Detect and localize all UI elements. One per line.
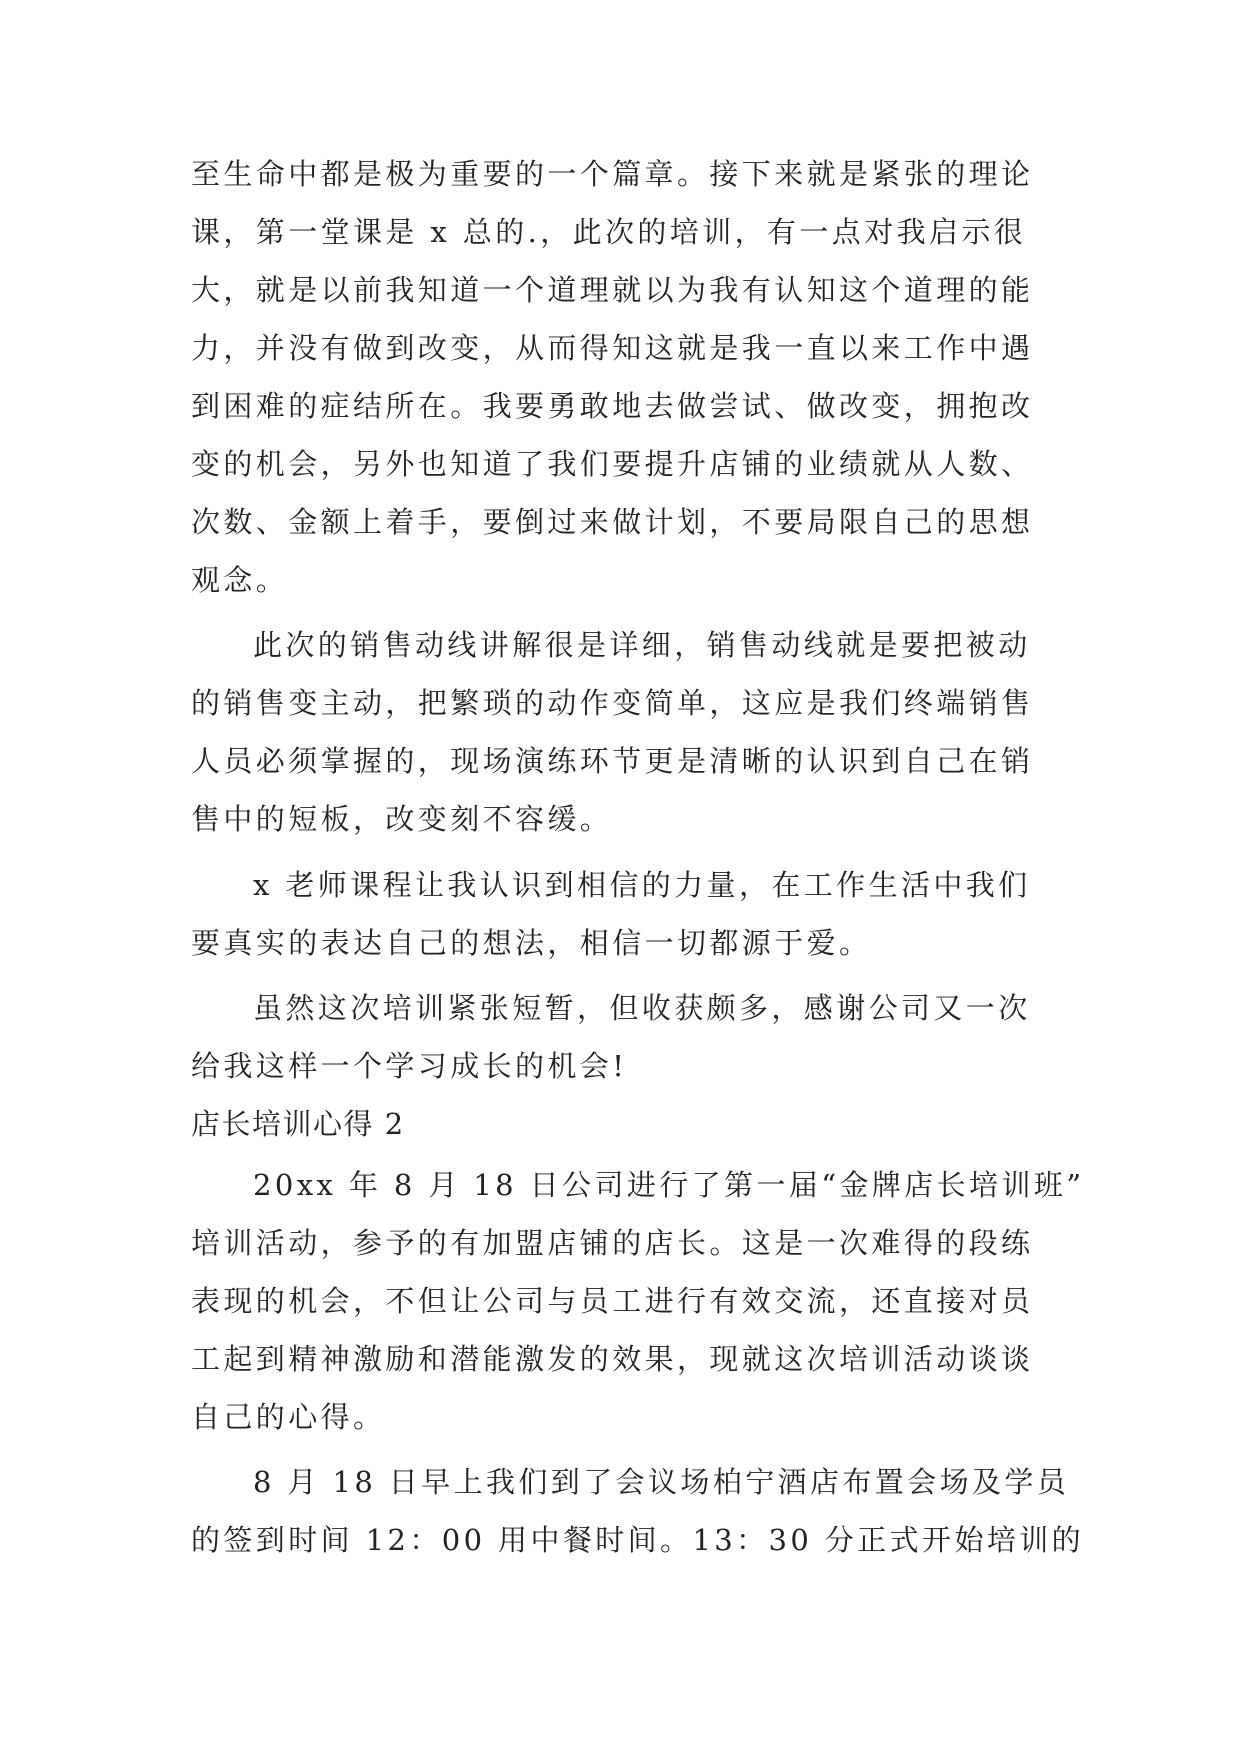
text-line: 20xx 年 8 月 18 日公司进行了第一届“金牌店长培训班” <box>253 1168 1085 1202</box>
text-line: 此次的销售动线讲解很是详细，销售动线就是要把被动 <box>253 628 1031 662</box>
text-line: 力，并没有做到改变，从而得知这就是我一直以来工作中遇 <box>191 331 1034 365</box>
text-line: 售中的短板，改变刻不容缓。 <box>191 802 613 836</box>
text-line: 虽然这次培训紧张短暂，但收获颇多，感谢公司又一次 <box>253 991 1031 1025</box>
text-line: 到困难的症结所在。我要勇敢地去做尝试、做改变，拥抱改 <box>191 389 1034 423</box>
text-line: 观念。 <box>191 563 289 597</box>
text-line: 课，第一堂课是 x 总的.，此次的培训，有一点对我启示很 <box>191 215 1027 249</box>
text-line: 给我这样一个学习成长的机会! <box>191 1049 628 1083</box>
text-line: 自己的心得。 <box>191 1400 386 1434</box>
text-line: 表现的机会，不但让公司与员工进行有效交流，还直接对员 <box>191 1284 1034 1318</box>
text-line: 8 月 18 日早上我们到了会议场柏宁酒店布置会场及学员 <box>253 1465 1070 1499</box>
text-line: 人员必须掌握的，现场演练环节更是清晰的认识到自己在销 <box>191 744 1034 778</box>
text-line: 要真实的表达自己的想法，相信一切都源于爱。 <box>191 926 872 960</box>
text-line: 工起到精神激励和潜能激发的效果，现就这次培训活动谈谈 <box>191 1342 1034 1376</box>
text-line: 至生命中都是极为重要的一个篇章。接下来就是紧张的理论 <box>191 157 1034 191</box>
text-line: 培训活动，参予的有加盟店铺的店长。这是一次难得的段练 <box>191 1226 1034 1260</box>
text-line: 的签到时间 12：00 用中餐时间。13：30 分正式开始培训的 <box>191 1523 1085 1557</box>
text-line: 变的机会，另外也知道了我们要提升店铺的业绩就从人数、 <box>191 447 1034 481</box>
text-line: x 老师课程让我认识到相信的力量，在工作生活中我们 <box>253 868 1031 902</box>
text-line: 大，就是以前我知道一个道理就以为我有认知这个道理的能 <box>191 273 1034 307</box>
text-line: 次数、金额上着手，要倒过来做计划，不要局限自己的思想 <box>191 505 1034 539</box>
text-line: 的销售变主动，把繁琐的动作变简单，这应是我们终端销售 <box>191 686 1034 720</box>
section-heading: 店长培训心得 2 <box>191 1107 405 1141</box>
